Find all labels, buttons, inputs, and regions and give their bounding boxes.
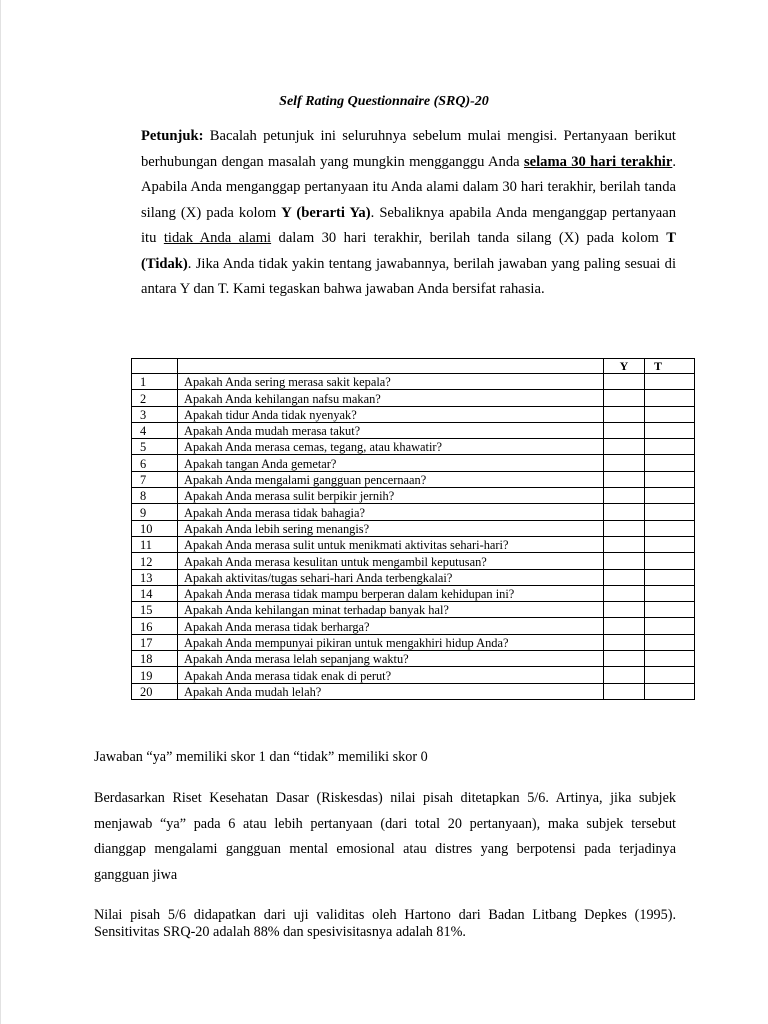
question-text: Apakah Anda lebih sering menangis? [178,520,604,536]
question-text: Apakah Anda mengalami gangguan pencernaan? [178,471,604,487]
question-number: 20 [132,683,178,699]
question-number: 14 [132,585,178,601]
answer-y-cell[interactable] [604,455,645,471]
answer-y-cell[interactable] [604,569,645,585]
question-text: Apakah Anda kehilangan minat terhadap banyak hal? [178,602,604,618]
question-number: 5 [132,439,178,455]
instructions-text-2: . Apabila Anda menganggap pertanyaan itu Anda alami dalam 30 hari terakhir, berilah tanda silang (X) pada kolom [141,153,676,221]
validity-paragraph: Nilai pisah 5/6 didapatkan dari uji validitas oleh Hartono dari Badan Litbang Depkes (1995). Sensitivitas SRQ-20 adalah 88% dan spesivisitasnya adalah 81%. [94,907,676,940]
table-row [132,422,695,438]
table-row [132,455,695,471]
questionnaire-table [131,358,695,700]
question-text: Apakah Anda merasa cemas, tegang, atau khawatir? [178,439,604,455]
question-text: Apakah Anda merasa sulit berpikir jernih? [178,488,604,504]
question-number: 9 [132,504,178,520]
page-edge-divider [0,0,1,1024]
table-row [132,667,695,683]
question-number: 6 [132,455,178,471]
instructions-label: Petunjuk: [141,128,204,144]
table-row [132,536,695,552]
answer-y-cell[interactable] [604,520,645,536]
answer-y-cell[interactable] [604,536,645,552]
instructions-no-column: T (Tidak) [141,230,676,272]
instructions-text-1: Bacalah petunjuk ini seluruhnya sebelum mulai mengisi. Pertanyaan berikut berhubungan dengan masalah yang mungkin mengganggu Anda [141,128,676,170]
answer-y-cell[interactable] [604,422,645,438]
answer-t-cell[interactable] [645,406,695,422]
answer-y-cell[interactable] [604,683,645,699]
question-number: 16 [132,618,178,634]
question-text: Apakah Anda merasa kesulitan untuk mengambil keputusan? [178,553,604,569]
answer-t-cell[interactable] [645,553,695,569]
table-row [132,374,695,390]
question-text: Apakah Anda merasa sulit untuk menikmati aktivitas sehari-hari? [178,536,604,552]
answer-t-cell[interactable] [645,602,695,618]
answer-t-cell[interactable] [645,390,695,406]
cutoff-paragraph: Berdasarkan Riset Kesehatan Dasar (Riskesdas) nilai pisah ditetapkan 5/6. Artinya, jika subjek menjawab “ya” pada 6 atau lebih pertanyaan (dari total 20 pertanyaan), maka subjek tersebut dianggap mengalami gangguan mental emosional atau distres yang berpotensi pada terjadinya gangguan jiwa [94,790,676,883]
answer-y-cell[interactable] [604,553,645,569]
table-row [132,569,695,585]
answer-y-cell[interactable] [604,651,645,667]
question-text: Apakah Anda merasa tidak enak di perut? [178,667,604,683]
question-text: Apakah Anda kehilangan nafsu makan? [178,390,604,406]
question-number: 12 [132,553,178,569]
answer-y-cell[interactable] [604,618,645,634]
answer-y-cell[interactable] [604,488,645,504]
instructions-paragraph [141,124,676,303]
question-text: Apakah Anda merasa lelah sepanjang waktu? [178,651,604,667]
answer-y-cell[interactable] [604,406,645,422]
answer-t-cell[interactable] [645,374,695,390]
table-row [132,585,695,601]
table-row [132,471,695,487]
table-row [132,390,695,406]
question-text: Apakah Anda sering merasa sakit kepala? [178,374,604,390]
answer-y-cell[interactable] [604,374,645,390]
answer-y-cell[interactable] [604,390,645,406]
answer-t-cell[interactable] [645,585,695,601]
question-text: Apakah Anda mudah merasa takut? [178,422,604,438]
answer-y-cell[interactable] [604,585,645,601]
header-question-cell [178,359,604,374]
question-text: Apakah Anda merasa tidak bahagia? [178,504,604,520]
table-row [132,618,695,634]
question-text: Apakah tangan Anda gemetar? [178,455,604,471]
answer-t-cell[interactable] [645,618,695,634]
scoring-note: Jawaban “ya” memiliki skor 1 dan “tidak” memiliki skor 0 [94,749,428,765]
table-row [132,602,695,618]
answer-t-cell[interactable] [645,471,695,487]
answer-y-cell[interactable] [604,504,645,520]
answer-y-cell[interactable] [604,439,645,455]
instructions-not-experienced: tidak Anda alami [163,230,272,246]
question-number: 3 [132,406,178,422]
answer-y-cell[interactable] [604,471,645,487]
instructions-text-5: . Jika Anda tidak yakin tentang jawabannya, berilah jawaban yang paling sesuai di antara Y dan T. Kami tegaskan bahwa jawaban Anda bersifat rahasia. [141,255,676,297]
answer-t-cell[interactable] [645,634,695,650]
question-text: Apakah aktivitas/tugas sehari-hari Anda terbengkalai? [178,569,604,585]
question-number: 10 [132,520,178,536]
header-y: Y [604,359,645,374]
answer-t-cell[interactable] [645,667,695,683]
question-text: Apakah Anda mempunyai pikiran untuk mengakhiri hidup Anda? [178,634,604,650]
answer-t-cell[interactable] [645,439,695,455]
answer-t-cell[interactable] [645,422,695,438]
answer-t-cell[interactable] [645,569,695,585]
answer-y-cell[interactable] [604,667,645,683]
instructions-period-emphasis: selama 30 hari terakhir [523,153,673,170]
answer-t-cell[interactable] [645,504,695,520]
table-row [132,504,695,520]
instructions-text-4: dalam 30 hari terakhir, berilah tanda silang (X) pada kolom [271,230,667,246]
question-number: 11 [132,536,178,552]
question-text: Apakah tidur Anda tidak nyenyak? [178,406,604,422]
header-number-cell [132,359,178,374]
question-number: 17 [132,634,178,650]
question-text: Apakah Anda mudah lelah? [178,683,604,699]
question-number: 19 [132,667,178,683]
table-row [132,488,695,504]
table-row [132,553,695,569]
question-number: 7 [132,471,178,487]
question-number: 13 [132,569,178,585]
question-number: 2 [132,390,178,406]
instructions-text-3: . Sebaliknya apabila Anda menganggap pertanyaan itu [141,204,676,246]
question-number: 8 [132,488,178,504]
table-row [132,406,695,422]
question-number: 4 [132,422,178,438]
table-row [132,520,695,536]
page-title: Self Rating Questionnaire (SRQ)-20 [279,94,489,109]
table-row [132,683,695,699]
answer-t-cell[interactable] [645,536,695,552]
table-row [132,634,695,650]
header-t: T [645,359,695,374]
table-header-row [132,359,695,374]
answer-t-cell[interactable] [645,455,695,471]
instructions-yes-column: Y (berarti Ya) [281,204,371,221]
answer-t-cell[interactable] [645,488,695,504]
table-row [132,651,695,667]
question-text: Apakah Anda merasa tidak berharga? [178,618,604,634]
answer-t-cell[interactable] [645,651,695,667]
answer-y-cell[interactable] [604,602,645,618]
answer-y-cell[interactable] [604,634,645,650]
table-row [132,439,695,455]
question-number: 18 [132,651,178,667]
answer-t-cell[interactable] [645,520,695,536]
question-number: 15 [132,602,178,618]
question-text: Apakah Anda merasa tidak mampu berperan dalam kehidupan ini? [178,585,604,601]
answer-t-cell[interactable] [645,683,695,699]
question-number: 1 [132,374,178,390]
